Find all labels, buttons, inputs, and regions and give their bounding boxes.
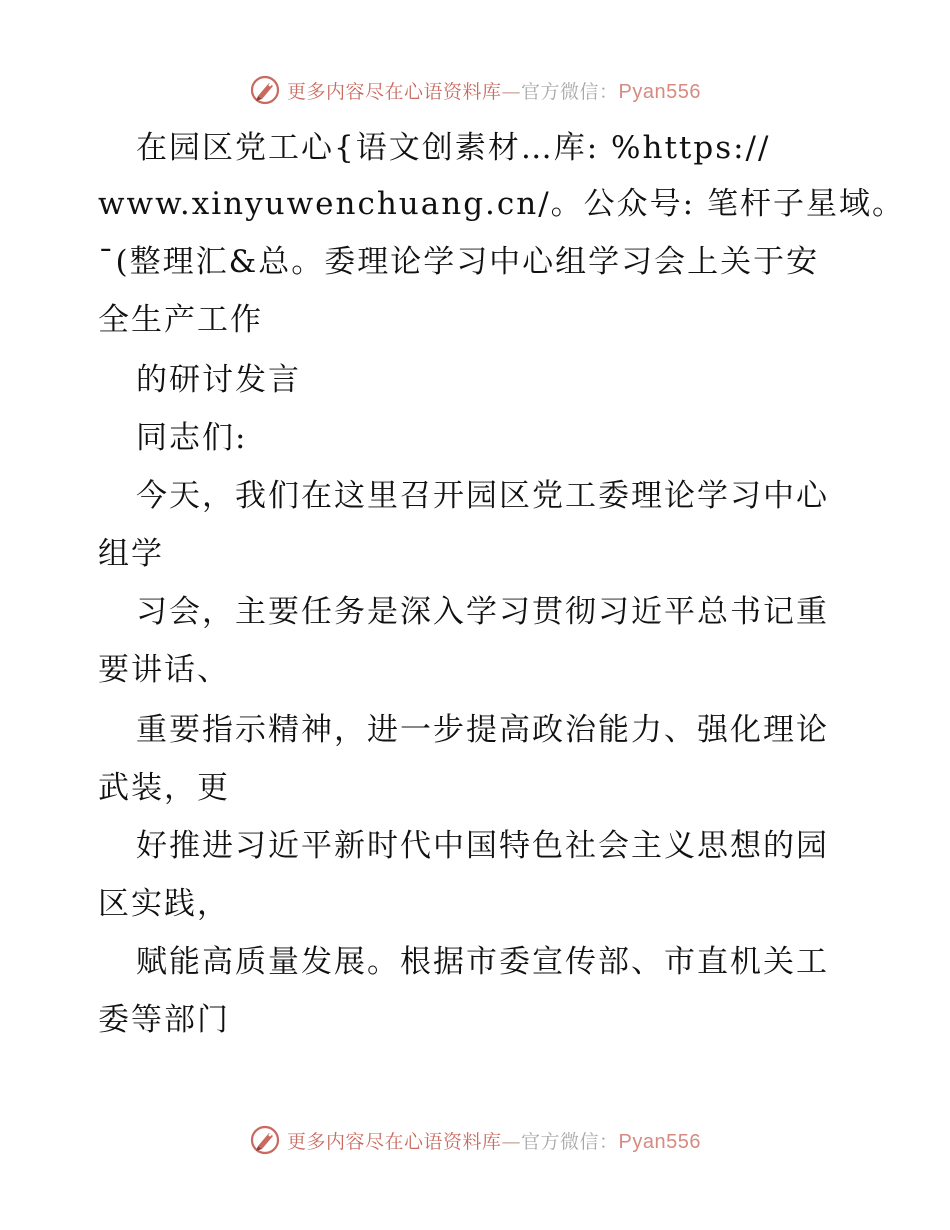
text-line: www.xinyuwenchuang.cn/。公众号: 笔杆子星域。 bbox=[98, 186, 905, 222]
watermark-main: 更多内容尽在心语资料库 bbox=[287, 1130, 502, 1153]
text-line: 赋能高质量发展。根据市委宣传部、市直机关工 bbox=[136, 944, 829, 980]
pen-logo-icon bbox=[249, 1124, 281, 1156]
text-line: 好推进习近平新时代中国特色社会主义思想的园 bbox=[136, 828, 829, 864]
watermark-text bbox=[287, 77, 701, 104]
watermark-text bbox=[287, 1127, 701, 1154]
text-line: 组学 bbox=[98, 536, 164, 572]
text-line: 武装，更 bbox=[98, 770, 230, 806]
pen-logo-icon bbox=[249, 74, 281, 106]
text-line: 要讲话、 bbox=[98, 652, 230, 688]
watermark-wechat-label: 官方微信： bbox=[521, 1130, 619, 1153]
watermark-wechat-label: 官方微信： bbox=[521, 80, 619, 103]
text-line: 区实践， bbox=[98, 886, 230, 922]
watermark-main: 更多内容尽在心语资料库 bbox=[287, 80, 502, 103]
text-line: 全生产工作 bbox=[98, 302, 263, 338]
watermark-wechat-id: Pyan556 bbox=[618, 80, 701, 103]
text-line: 在园区党工心{语文创素材…库: %https:// bbox=[136, 130, 771, 166]
header-watermark bbox=[0, 70, 950, 110]
text-line: 今天，我们在这里召开园区党工委理论学习中心 bbox=[136, 478, 829, 514]
text-line: 同志们: bbox=[136, 420, 248, 456]
text-line: 的研讨发言 bbox=[136, 362, 301, 398]
text-line: ¯(整理汇&总。委理论学习中心组学习会上关于安 bbox=[98, 244, 820, 280]
watermark-group bbox=[249, 74, 701, 106]
watermark-wechat-id: Pyan556 bbox=[618, 1130, 701, 1153]
watermark-group bbox=[249, 1124, 701, 1156]
text-line: 委等部门 bbox=[98, 1002, 230, 1038]
text-line: 习会，主要任务是深入学习贯彻习近平总书记重 bbox=[136, 594, 829, 630]
watermark-dash: — bbox=[501, 80, 522, 103]
watermark-dash: — bbox=[501, 1130, 522, 1153]
text-line: 重要指示精神，进一步提高政治能力、强化理论 bbox=[136, 712, 829, 748]
footer-watermark bbox=[0, 1120, 950, 1160]
